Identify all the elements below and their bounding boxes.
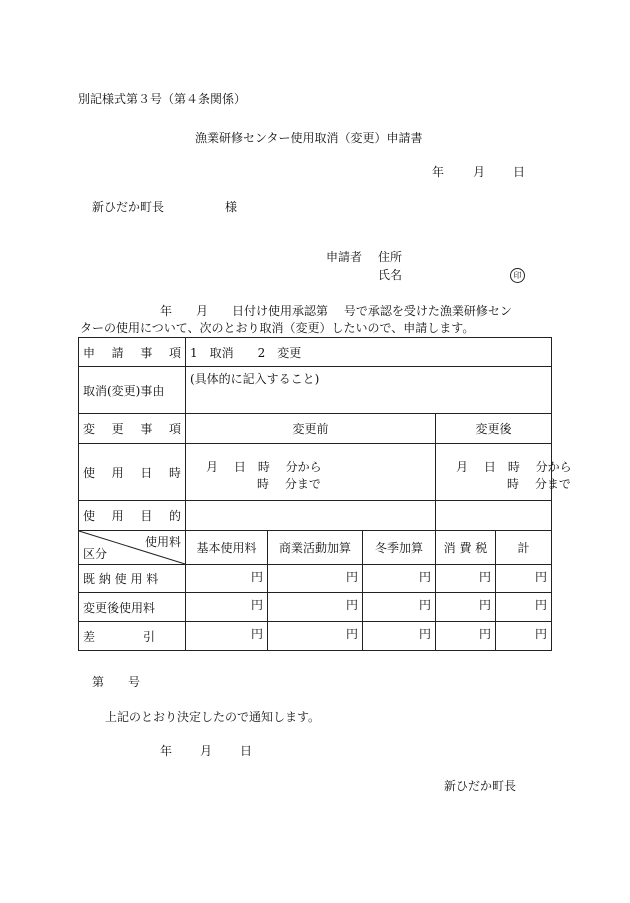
fee-header: 基本使用料	[186, 531, 268, 565]
form-title: 漁業研修センター使用取消（変更）申請書	[195, 131, 423, 145]
fee-cell: 円	[436, 565, 496, 593]
fee-cell: 円	[496, 622, 552, 651]
notice-date-year: 年	[160, 744, 173, 758]
fee-cell: 円	[186, 565, 268, 593]
row-reason	[79, 367, 552, 414]
request-label: 申 請 事 項	[79, 338, 186, 367]
fee-cell: 円	[496, 565, 552, 593]
intro-line-2: ターの使用について、次のとおり取消（変更）したいので、申請します。	[80, 321, 475, 335]
category-diagonal-cell: 使用料 区分	[79, 531, 186, 565]
applicant-label: 申請者	[326, 250, 363, 264]
fee-row-label: 差 引	[79, 622, 186, 651]
fee-cell: 円	[268, 622, 363, 651]
address-label: 住所	[378, 250, 403, 264]
fee-row-label: 既 納 使 用 料	[79, 565, 186, 593]
fee-cell: 円	[363, 622, 436, 651]
row-change	[79, 414, 552, 444]
honorific: 様	[225, 200, 238, 214]
row-request	[79, 338, 552, 367]
date-year: 年	[432, 165, 445, 179]
reason-label: 取消(変更)事由	[79, 367, 186, 414]
fee-cell: 円	[436, 622, 496, 651]
notice-date-month: 月	[200, 744, 213, 758]
date-after: 月 日 時 分から 時 分まで	[436, 444, 552, 501]
date-day: 日	[513, 165, 526, 179]
purpose-after	[436, 501, 552, 531]
fee-cell: 円	[186, 593, 268, 622]
fee-header: 商業活動加算	[268, 531, 363, 565]
fee-cell: 円	[268, 593, 363, 622]
row-fee-header	[79, 531, 552, 565]
form-number: 別記様式第３号（第４条関係）	[78, 92, 247, 106]
issuer: 新ひだか町長	[444, 779, 517, 793]
addressee: 新ひだか町長	[92, 200, 165, 214]
fee-header: 冬季加算	[363, 531, 436, 565]
notice-date-day: 日	[240, 744, 253, 758]
fee-header: 消 費 税	[436, 531, 496, 565]
fee-cell: 円	[496, 593, 552, 622]
purpose-before	[186, 501, 436, 531]
seal-mark: 印	[510, 268, 525, 283]
change-label: 変 更 事 項	[79, 414, 186, 444]
fee-row	[79, 622, 552, 651]
fee-row	[79, 593, 552, 622]
fee-cell: 円	[363, 565, 436, 593]
application-table	[78, 337, 572, 651]
date-label: 使 用 日 時	[79, 444, 186, 501]
fee-cell: 円	[436, 593, 496, 622]
fee-header: 計	[496, 531, 552, 565]
fee-cell: 円	[268, 565, 363, 593]
row-date	[79, 444, 552, 501]
notice-number: 第 号	[92, 675, 141, 689]
date-before: 月 日 時 分から 時 分まで	[186, 444, 436, 501]
fee-cell: 円	[186, 622, 268, 651]
notice-text: 上記のとおり決定したので通知します。	[105, 710, 321, 724]
reason-note: (具体的に記入すること)	[186, 367, 552, 414]
after-label: 変更後	[436, 414, 552, 444]
name-label: 氏名	[378, 268, 403, 282]
fee-row	[79, 565, 552, 593]
purpose-label: 使 用 目 的	[79, 501, 186, 531]
fee-cell: 円	[363, 593, 436, 622]
row-purpose	[79, 501, 552, 531]
date-month: 月	[473, 165, 486, 179]
request-options: 1 取消 2 変更	[186, 338, 552, 367]
fee-row-label: 変更後使用料	[79, 593, 186, 622]
intro-line-1: 年 月 日付け使用承認第 号で承認を受けた漁業研修セン	[160, 304, 512, 318]
before-label: 変更前	[186, 414, 436, 444]
